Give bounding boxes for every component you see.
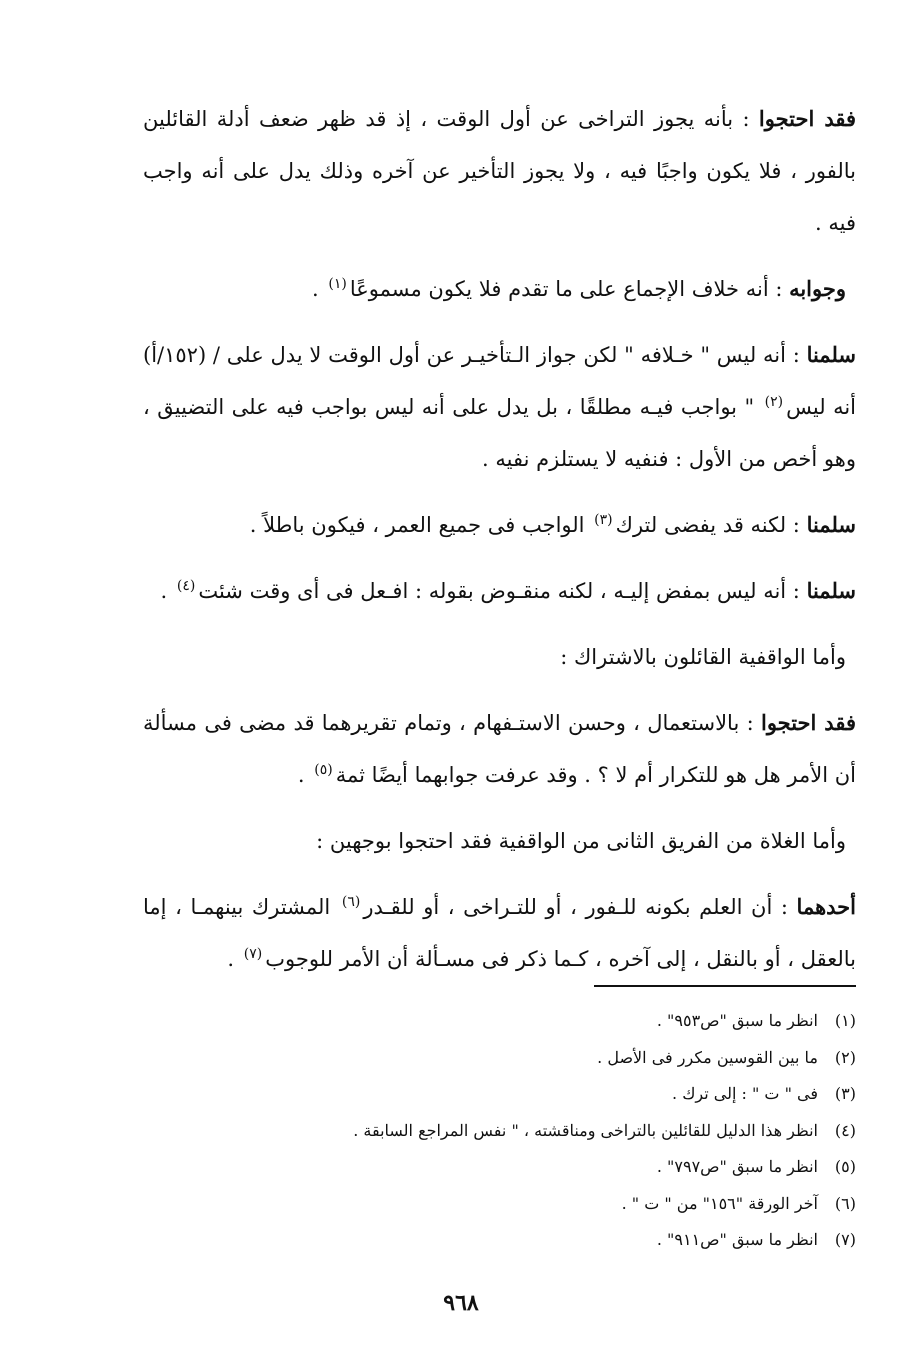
footnote-number: (٥) — [834, 1157, 856, 1176]
paragraph-6 — [143, 631, 856, 683]
footnote-text: انظر ما سبق "ص٩١١" . — [656, 1230, 818, 1249]
footnote-number: (٣) — [834, 1084, 856, 1103]
footnote-text: فى " ت " : إلى ترك . — [672, 1084, 818, 1103]
paragraph-lead: أحدهما — [796, 894, 856, 919]
paragraph-tail: . — [297, 763, 312, 787]
footnote-item — [136, 1186, 856, 1223]
footnote-ref: (٤) — [176, 578, 196, 594]
paragraph-text: : بالاستعمال ، وحسن الاستـفهام ، وتمام تقريرهما قد مضى فى مسألة أن الأمر هل هو للتكرار أم لا ؟ . وقد عرفت جوابهما أيضًا ثمة — [143, 711, 856, 787]
paragraph-9 — [143, 881, 856, 985]
paragraph-1 — [143, 93, 856, 249]
paragraph-tail: " بواجب فيـه مطلقًا ، بل يدل على أنه ليس بواجب فيه على التضييق ، وهو أخص من الأول : فنفيه لا يستلزم نفيه . — [143, 395, 856, 471]
footnote-text: انظر ما سبق "ص٧٩٧" . — [656, 1157, 818, 1176]
paragraph-lead: سلمنا — [806, 342, 856, 367]
footnote-number: (٢) — [834, 1047, 856, 1067]
paragraph-text: : أنه ليس بمفض إليـه ، لكنه منقـوض بقوله : افـعل فى أى وقت شئت — [198, 579, 807, 603]
paragraph-lead: فقد احتجوا — [758, 106, 857, 131]
footnote-text: آخر الورقة "١٥٦" من " ت " . — [621, 1193, 818, 1213]
footnote-item — [136, 1040, 856, 1077]
paragraph-8 — [143, 815, 856, 867]
footnote-ref: (٦) — [341, 894, 361, 910]
paragraph-tail: المشترك بينهمـا ، إما بالعقل ، أو بالنقل ، إلى آخره ، كـما ذكر فى مسـألة أن الأمر للوجوب — [143, 895, 856, 971]
footnote-ref: (١) — [328, 276, 347, 292]
paragraph-4 — [143, 499, 856, 551]
paragraph-tail: . — [312, 277, 326, 301]
paragraph-text: : أنه ليس " خـلافه " لكن جواز الـتأخيـر عن أول الوقت لا يدل على / (١٥٢/أ) أنه ليس — [143, 343, 857, 419]
paragraph-text: وأما الغلاة من الفريق الثانى من الواقفية فقد احتجوا بوجهين : — [316, 829, 846, 853]
paragraph-lead: فقد احتجوا — [760, 710, 856, 735]
footnote-divider — [594, 985, 856, 987]
footnote-item — [136, 1222, 856, 1259]
main-text-body — [143, 93, 856, 999]
footnote-ref: (٣) — [594, 512, 613, 528]
footnote-item — [136, 1076, 856, 1113]
footnote-ref: (٢) — [764, 394, 784, 410]
footnote-item — [136, 1113, 856, 1150]
footnote-item — [136, 1003, 856, 1040]
footnote-text: انظر هذا الدليل للقائلين بالتراخى ومناقشته ، " نفس المراجع السابقة . — [353, 1120, 818, 1140]
paragraph-tail: . — [227, 947, 241, 971]
footnote-number: (٤) — [834, 1120, 856, 1140]
footnote-text: ما بين القوسين مكرر فى الأصل . — [597, 1047, 818, 1067]
footnote-text: انظر ما سبق "ص٩٥٣" . — [656, 1011, 818, 1030]
paragraph-3 — [143, 329, 856, 485]
paragraph-tail: الواجب فى جميع العمر ، فيكون باطلاً . — [249, 513, 592, 537]
footnote-ref: (٧) — [243, 946, 263, 962]
footnotes-list — [136, 1003, 856, 1259]
paragraph-lead: سلمنا — [806, 512, 856, 537]
footnote-number: (١) — [834, 1011, 856, 1030]
paragraph-text: : أن العلم بكونه للـفور ، أو للتـراخى ، أو للقـدر — [363, 895, 797, 919]
footnote-number: (٦) — [834, 1193, 856, 1213]
paragraph-text: : بأنه يجوز التراخى عن أول الوقت ، إذ قد ظهر ضعف أدلة القائلين بالفور ، فلا يكون واجبًا فيه ، ولا يجوز التأخير عن آخره وذلك يدل على أنه واجب فيه . — [143, 107, 856, 235]
paragraph-text: : أنه خلاف الإجماع على ما تقدم فلا يكون مسموعًا — [349, 277, 790, 301]
paragraph-text: : لكنه قد يفضى لترك — [615, 513, 807, 537]
footnote-ref: (٥) — [314, 762, 333, 778]
paragraph-2 — [143, 263, 856, 315]
paragraph-5 — [143, 565, 856, 617]
paragraph-tail: . — [160, 579, 174, 603]
paragraph-7 — [143, 697, 856, 801]
paragraph-lead: سلمنا — [806, 578, 856, 603]
footnote-item — [136, 1149, 856, 1186]
paragraph-text: وأما الواقفية القائلون بالاشتراك : — [560, 645, 846, 669]
footnote-number: (٧) — [834, 1230, 856, 1249]
page-number: ٩٦٨ — [443, 1290, 479, 1316]
paragraph-lead: وجوابه — [789, 276, 846, 301]
